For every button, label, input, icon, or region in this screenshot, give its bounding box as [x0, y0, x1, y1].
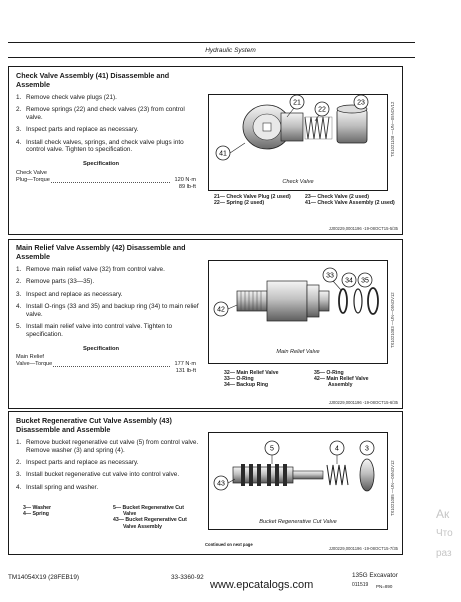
callout-label: 21 — [293, 99, 301, 107]
figure-caption: Main Relief Valve — [276, 349, 320, 355]
main-relief-valve-illustration — [209, 261, 387, 363]
step-item: 1. Remove main relief valve (32) from control valve. — [16, 266, 165, 273]
spec-value: 89 lb-ft — [178, 184, 196, 191]
callout-label: 3 — [365, 445, 369, 453]
ghost-text: Ак Что раз — [436, 507, 453, 559]
figure-legend-left: 21— Check Valve Plug (2 used) 22— Spring (2 used) — [214, 194, 291, 207]
reference-code: JJ00229,0001196 -19-08OCT15-5/35 — [328, 226, 398, 231]
step-list — [16, 94, 201, 159]
step-list — [16, 439, 204, 496]
callout-label: 42 — [217, 306, 225, 314]
callout-label: 34 — [345, 277, 353, 285]
figure-caption: Check Valve — [282, 179, 314, 185]
step-item: 1. Remove check valve plugs (21). — [16, 94, 117, 101]
callout-label: 4 — [335, 445, 339, 453]
continued-note: Continued on next page — [205, 542, 253, 547]
spec-title: Specification — [83, 346, 120, 352]
spec-label: Valve—Torque — [16, 361, 53, 368]
callout-label: 5 — [270, 445, 274, 453]
step-item: 2. Remove springs (22) and check valves (23) from control valve. — [16, 106, 185, 121]
spec-table — [16, 354, 196, 376]
legend-left: 3— Washer 4— Spring — [23, 505, 52, 518]
header-rule-top — [8, 42, 415, 43]
spec-title: Specification — [83, 161, 120, 167]
figure-legend-left: 32— Main Relief Valve 33— O-Ring 34— Backup Ring — [224, 370, 279, 389]
callout-label: 23 — [357, 99, 365, 107]
step-item: 3. Inspect and replace as necessary. — [16, 290, 123, 298]
footer-date: 011519 — [352, 582, 369, 588]
footer-page-small: PN=890 — [376, 584, 393, 589]
figure-caption: Bucket Regenerative Cut Valve — [259, 519, 337, 525]
legend-right: 5— Bucket Regenerative Cut Valve 43— Bucket Regenerative Cut Valve Assembly — [113, 505, 187, 530]
spec-group: Check Valve — [16, 170, 47, 176]
reference-code: JJ00229,0001196 -19-08OCT15-7/35 — [328, 546, 398, 551]
section-title: Check Valve Assembly (41) Disassemble and Assemble — [16, 71, 170, 89]
step-item: 3. Install bucket regenerative cut valve into control valve. — [16, 471, 180, 479]
section-bucket-regen-cut-valve — [8, 411, 403, 555]
running-head: Hydraulic System — [205, 47, 256, 54]
callout-label: 41 — [219, 150, 227, 158]
step-list — [16, 266, 201, 343]
spec-group: Main Relief — [16, 354, 44, 360]
step-item: 5. Install main relief valve into control valve. Tighten to specification. — [16, 322, 172, 338]
header-rule-bottom — [8, 57, 415, 58]
footer-page-number: 33-3360-92 — [171, 574, 204, 581]
reference-code: JJ00229,0001196 -19-08OCT15-6/35 — [328, 400, 398, 405]
figure-bucket-regen-cut-valve — [208, 432, 388, 530]
spec-value: 177 N·m — [174, 361, 196, 368]
figure-legend-right: 23— Check Valve (2 used) 41— Check Valve Assembly (2 used) — [305, 194, 395, 207]
spec-value: 131 lb-ft — [175, 368, 196, 375]
callout-label: 22 — [318, 106, 326, 114]
callout-label: 33 — [326, 272, 334, 280]
step-item: 1. Remove bucket regenerative cut valve (5) from control valve. Remove washer (3) and spring (4). — [16, 439, 199, 454]
step-item: 2. Inspect parts and replace as necessary. — [16, 459, 139, 466]
step-item: 2. Remove parts (33—35). — [16, 278, 95, 286]
step-item: 4. Install check valves, springs, and check valve plugs into control valve. Tighten to specification. — [16, 138, 184, 154]
section-title: Main Relief Valve Assembly (42) Disassemble and Assemble — [16, 243, 186, 261]
footer-machine: 135G Excavator — [352, 572, 398, 579]
figure-code: TX1021108 —UN—05NOV12 — [390, 101, 395, 157]
figure-main-relief-valve — [208, 260, 388, 364]
watermark: www.epcatalogs.com — [210, 579, 314, 591]
spec-table — [16, 170, 196, 192]
footer-doc-id: TM14054X19 (28FEB19) — [8, 574, 80, 581]
callout-label: 43 — [217, 480, 225, 488]
spec-label: Plug—Torque — [16, 177, 50, 184]
section-main-relief-valve — [8, 239, 403, 409]
callout-label: 35 — [361, 277, 369, 285]
section-title: Bucket Regenerative Cut Valve Assembly (43) Disassemble and Assemble — [16, 416, 172, 434]
figure-check-valve — [208, 94, 388, 191]
figure-code: TX1021083 —UN—05NOV12 — [390, 292, 395, 348]
bucket-regen-valve-illustration — [209, 433, 387, 529]
step-item: 4. Install O-rings (33 and 35) and backup ring (34) to main relief valve. — [16, 302, 199, 318]
spec-value: 120 N·m — [174, 177, 196, 184]
step-item: 4. Install spring and washer. — [16, 483, 99, 491]
check-valve-illustration — [209, 95, 387, 190]
section-check-valve — [8, 66, 403, 235]
figure-code: TX1021085 —UN—05NOV12 — [390, 460, 395, 516]
step-item: 3. Inspect parts and replace as necessary. — [16, 126, 139, 134]
figure-legend-right: 35— O-Ring 42— Main Relief Valve Assembly — [314, 370, 369, 389]
